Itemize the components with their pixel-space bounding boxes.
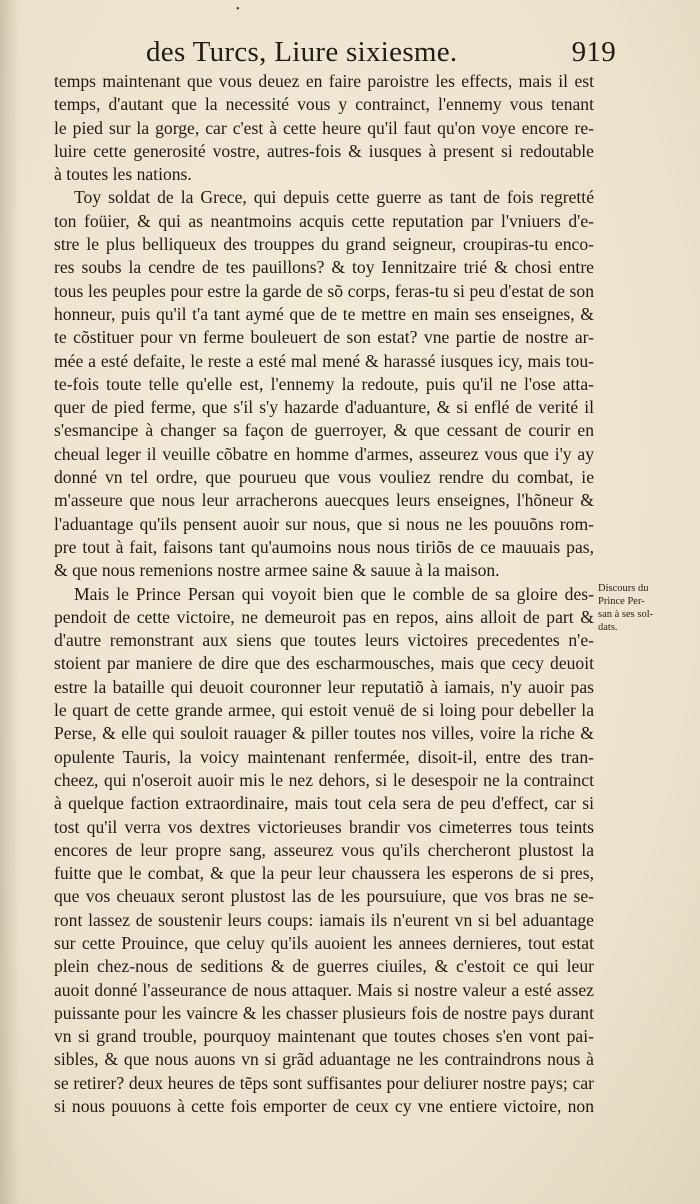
text-line: estre la bataille qui deuoit couronner leur reputatiõ à iamais, n'y auoir pas: [54, 676, 594, 697]
text-line: à quelque faction extraordinaire, mais tout cela sera de peu d'effect, car si: [54, 793, 594, 814]
text-line: puissante pour les vaincre & les chasser plusieurs fois de nostre pays durant: [54, 1002, 594, 1023]
text-line: le pied sur la gorge, car c'est à cette heure qu'il faut qu'on voye encore re-: [54, 117, 594, 138]
text-line: pendoit de cette victoire, ne demeuroit pas en repos, ains alloit de part &: [54, 606, 594, 627]
text-line: le quart de cette grande armee, qui estoit venuë de si loing pour debeller la: [54, 700, 594, 721]
text-line: se retirer? deux heures de tẽps sont suffisantes pour deliurer nostre pays; car: [54, 1072, 594, 1093]
text-line: mée a esté defaite, le reste a esté mal mené & harassé iusques icy, mais tou-: [54, 350, 594, 371]
text-line: l'aduantage qu'ils pensent auoir sur nous, que si nous ne les pouuõns rom-: [54, 513, 594, 534]
text-line: res soubs la cendre de tes pauillons? & toy Iennitzaire trié & chosi entre: [54, 257, 594, 278]
text-line: ront lassez de soustenir leurs coups: iamais ils n'eurent vn si bel aduantage: [54, 909, 594, 930]
text-line: encores de leur propre sang, asseurez vous qu'ils chercheront plustost la: [54, 839, 594, 860]
text-line: auoit donné l'asseurance de nous attaquer. Mais si nostre valeur a esté assez: [54, 979, 594, 1000]
text-line: fuitte que le combat, & que la peur leur chaussera les esperons de si pres,: [54, 863, 594, 884]
text-line: d'autre remonstrant aux siens que toutes leurs victoires precedentes n'e-: [54, 630, 594, 651]
margin-note-line: san à ses sol-: [598, 609, 654, 620]
margin-note: [598, 582, 693, 634]
text-line: tous les peuples pour estre la garde de sõ corps, feras-tu si peu d'estat de son: [54, 280, 594, 301]
text-line: stoient par maniere de dire que des escharmousches, mais que cecy deuoit: [54, 653, 594, 674]
gutter-shadow: [0, 0, 20, 1204]
text-line: m'asseure que nous leur arracherons auecques leurs enseignes, l'hõneur &: [54, 490, 594, 511]
text-line: sibles, & que nous auons vn si grãd aduantage ne les contraindrons nous à: [54, 1049, 594, 1070]
text-line: si nous pouuons à cette fois emporter de ceux cy vne entiere victoire, non: [54, 1096, 594, 1117]
text-line: s'esmancipe à changer sa façon de guerroyer, & que cessant de courir en: [54, 420, 594, 441]
text-line: luire cette generosité vostre, autres-fois & iusques à present si redoutable: [54, 140, 594, 161]
text-line: cheual leger il veuille cõbatre en homme d'armes, asseurez vous que i'y ay: [54, 443, 594, 464]
text-line: te-fois toute telle qu'elle est, l'ennemy la redoute, puis qu'il ne l'ose atta-: [54, 373, 594, 394]
text-line: vn si grand trouble, pourquoy maintenant que toutes choses s'en vont pai-: [54, 1026, 594, 1047]
text-line: tost qu'il verra vos dextres victorieuses brandir vos cimeterres tous teints: [54, 816, 594, 837]
text-line: ton foüier, & qui as neantmoins acquis cette reputation par l'vniuers d'e-: [54, 210, 594, 231]
margin-note-line: dats.: [598, 622, 618, 633]
text-line: temps maintenant que vous deuez en faire paroistre les effects, mais il est: [54, 71, 594, 91]
text-line: donné vn tel ordre, que pourueu que vous vouliez rendre du combat, ie: [54, 467, 594, 488]
text-line: à toutes les nations.: [54, 164, 192, 185]
text-line: cheez, qui n'oseroit auoir mis le nez dehors, si le desespoir ne la contrainct: [54, 769, 594, 790]
running-title: des Turcs, Liure sixiesme.: [146, 36, 458, 68]
top-ornament: •: [236, 4, 240, 15]
text-line: plein chez-nous de seditions & de guerres ciuiles, & c'estoit ce qui leur: [54, 956, 594, 977]
running-head: [146, 34, 616, 70]
text-line: Toy soldat de la Grece, qui depuis cette guerre as tant de fois regretté: [74, 187, 594, 208]
margin-note-line: Discours du: [598, 583, 649, 594]
text-line: & que nous remenions nostre armee saine & sauue à la maison.: [54, 560, 500, 581]
text-line: quer de pied ferme, que s'il s'y hazarde d'aduanture, & si enflé de verité il: [54, 397, 594, 418]
text-line: que vos cheuaux seront plustost las de les poursuiure, que vos bras ne se-: [54, 886, 594, 907]
text-line: Mais le Prince Persan qui voyoit bien que le comble de sa gloire des-: [74, 583, 594, 604]
text-line: temps, d'autant que la necessité vous y contrainct, l'ennemy vous tenant: [54, 94, 594, 115]
page-number: 919: [571, 36, 616, 68]
text-line: stre le plus belliqueux des trouppes du grand seigneur, croupiras-tu enco-: [54, 234, 594, 255]
text-line: Perse, & elle qui souloit rauager & piller toutes nos villes, voire la riche &: [54, 723, 594, 744]
text-line: pre tout à fait, faisons tant qu'aumoins nous nous tiriõs de ce mauuais pas,: [54, 536, 594, 557]
text-line: te cõstituer pour vn ferme bouleuert de son estat? vne partie de nostre ar-: [54, 327, 594, 348]
text-line: sur cette Prouince, que celuy qu'ils auoient les annees dernieres, tout estat: [54, 932, 594, 953]
text-line: honneur, puis qu'il t'a tant aymé que de te mettre en main ses enseignes, &: [54, 303, 594, 324]
text-line: opulente Tauris, la voicy maintenant renfermée, disoit-il, entre des tran-: [54, 746, 594, 767]
body-text: [54, 70, 594, 1118]
margin-note-line: Prince Per-: [598, 596, 645, 607]
